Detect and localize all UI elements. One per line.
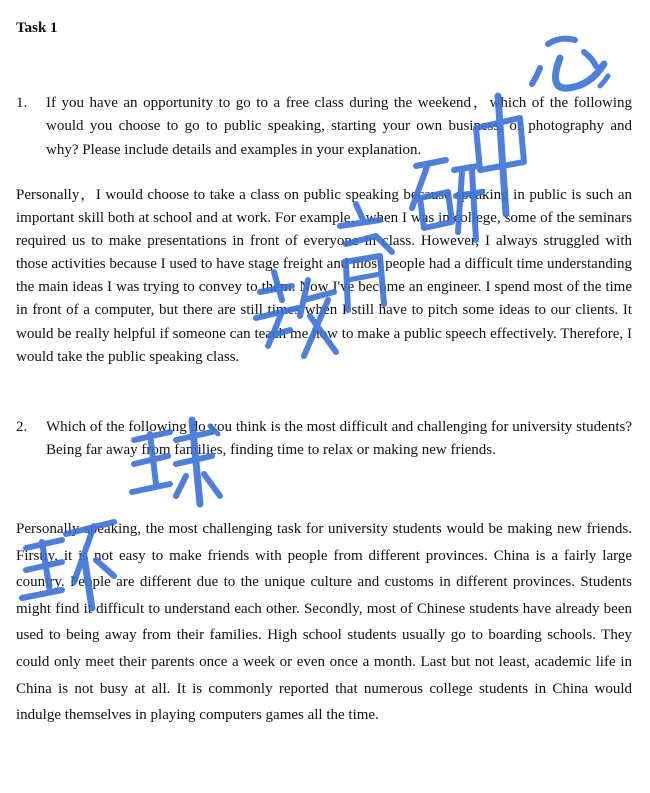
question-1-text: If you have an opportunity to go to a free class during the weekend，which of the following would you choose to go to public speaking, starting your own business, or photography and why? Please include details and examples in your explanation.: [46, 95, 632, 158]
question-1: [16, 92, 632, 162]
document-title: Task 1: [16, 20, 58, 36]
question-2: [16, 416, 632, 463]
question-2-text: Which of the following do you think is the most difficult and challenging for university students? Being far away from families, finding time to relax or making new friends.: [46, 419, 632, 459]
question-1-number: 1.: [16, 95, 28, 111]
question-2-number: 2.: [16, 419, 28, 435]
answer-2: Personally speaking, the most challenging task for university students would be making new friends. Firstly, it is not easy to make friends with people from different provinces. China is a fairly large country. People are different due to the unique culture and customs in different provinces. Students might find it difficult to understand each other. Secondly, most of Chinese students have already been used to being away from their families. High school students usually go to boarding schools. They could only meet their parents once a week or even once a month. Last but not least, academic life in China is not busy at all. It is commonly reported that numerous college students in China would indulge themselves in playing computers games all the time.: [16, 521, 632, 724]
answer-1: Personally，I would choose to take a class on public speaking because speaking in public is such an important skill both at school and at work. For example，when I was in college, some of the seminars required us to make presentations in front of everyone in class. However, I always struggled with those activities because I used to have stage freight and most people had a difficult time understanding the main ideas I was trying to convey to them. Now I've become an engineer. I spend most of the time in front of a computer, but there are still times when I still have to pitch some ideas to our clients. It would be really helpful if someone can teach me how to make a public speech effectively. Therefore, I would take the public speaking class.: [16, 187, 632, 365]
